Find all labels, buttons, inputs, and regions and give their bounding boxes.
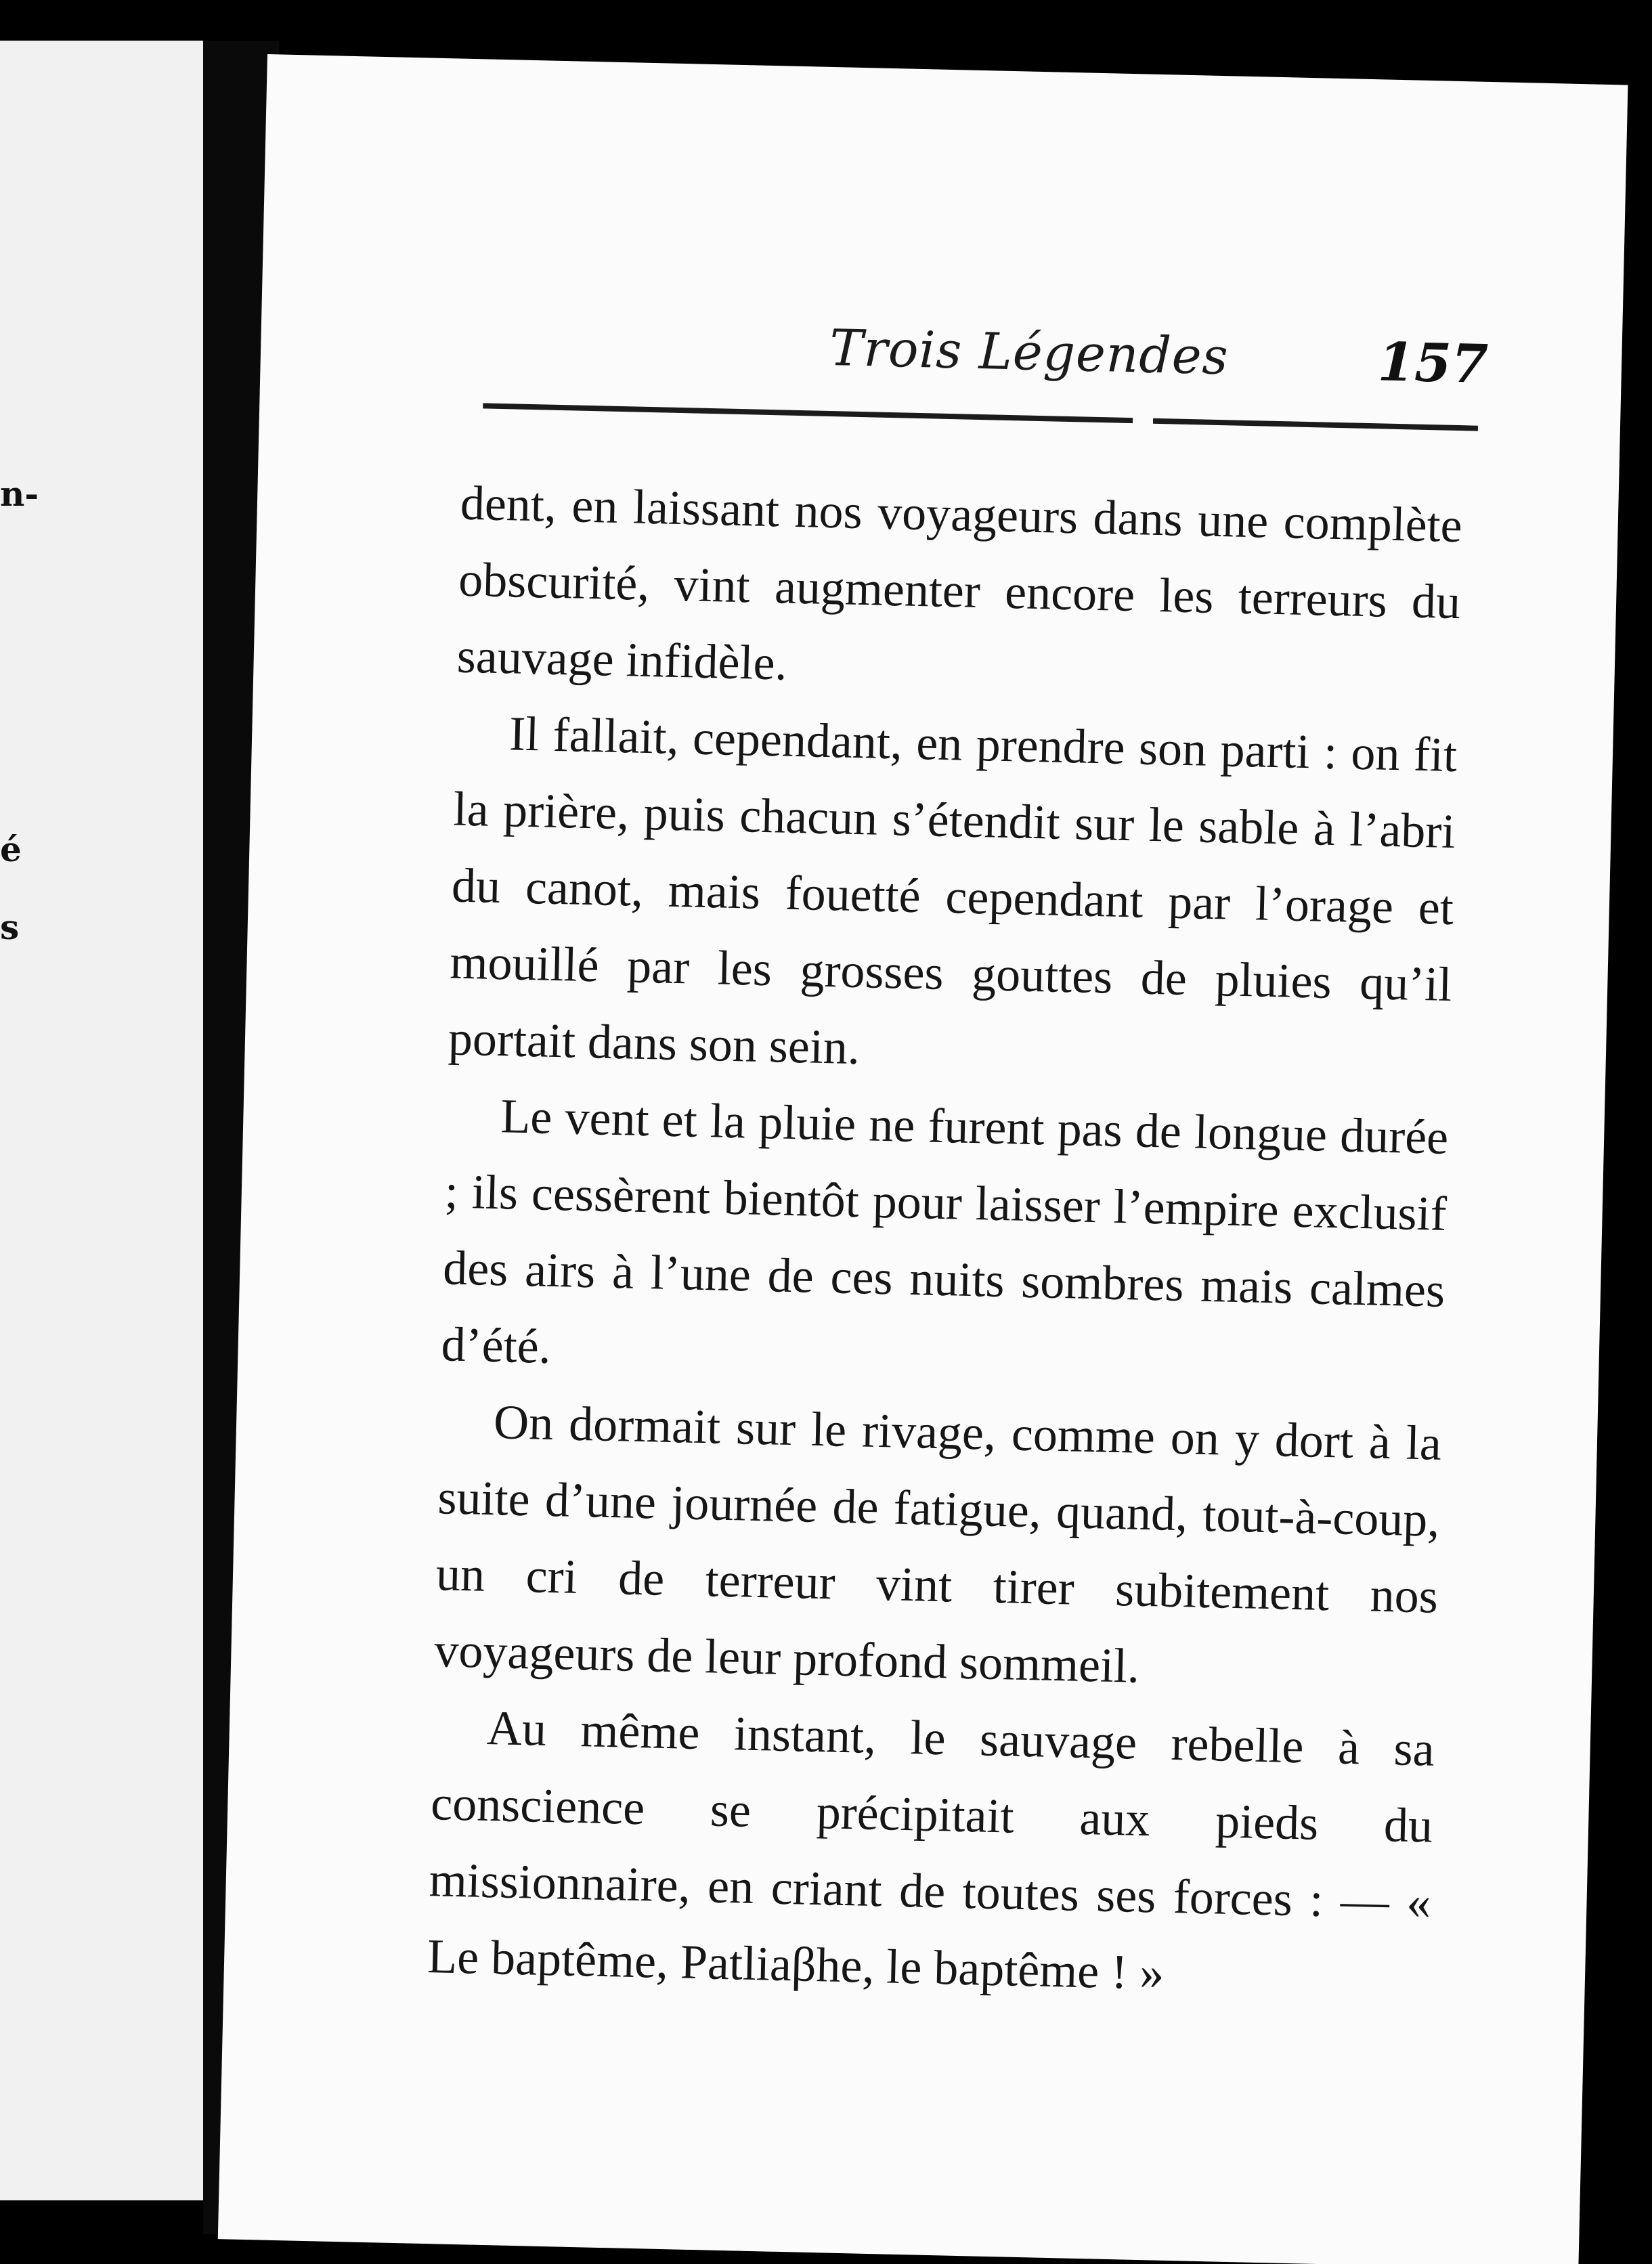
running-head	[260, 306, 1489, 415]
page-number: 157	[1377, 331, 1489, 396]
body-text	[427, 465, 1463, 2018]
paragraph: Au même instant, le sauvage rebelle à sa conscience se précipitait aux pieds du missionnaire, en criant de toutes ses forces : — « Le baptême, Patliaβhe, le baptême ! »	[427, 1700, 1435, 2000]
paragraph: dent, en laissant nos voyageurs dans une complète obscurité, vint augmenter encore les terreurs du sauvage infidèle.	[456, 475, 1463, 691]
paragraph: On dormait sur le rivage, comme on y dort à la suite d’une journée de fatigue, quand, tout-à-coup, un cri de terreur vint tirer subitement nos voyageurs de leur profond sommeil.	[433, 1395, 1442, 1693]
paragraph: Le vent et la pluie ne furent pas de longue durée ; ils cessèrent bientôt pour laisser l’empire exclusif des airs à l’une de ces nuits sombres mais calmes d’été.	[440, 1089, 1450, 1374]
facing-page-edge	[0, 41, 203, 2200]
running-head-title: Trois Légendes	[829, 318, 1230, 387]
facing-page-fragment: n-	[0, 474, 39, 514]
book-page	[218, 54, 1628, 2264]
paragraph: Il fallait, cependant, en prendre son parti : on fit la prière, puis chacun s’étendit sur le sable à l’abri du canot, mais fouetté cependant par l’orage et mouillé par les grosses gouttes de pluies qu’il portait dans son sein.	[448, 706, 1458, 1075]
header-rule-gap	[1133, 415, 1153, 427]
facing-page-fragment: é	[0, 829, 22, 869]
facing-page-fragment: s	[0, 907, 20, 947]
